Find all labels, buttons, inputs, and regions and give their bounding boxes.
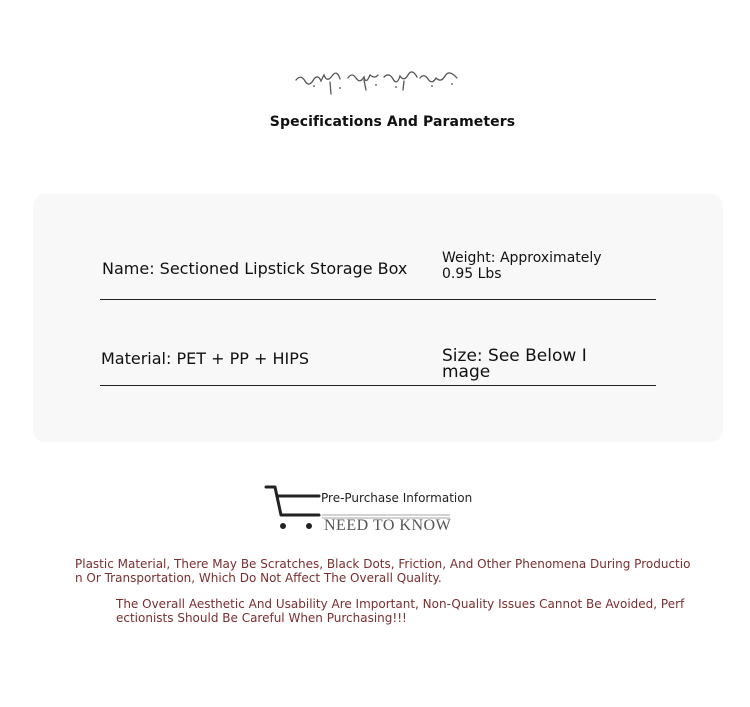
shopping-cart-icon: [263, 484, 323, 532]
notice-perfectionists: The Overall Aesthetic And Usability Are Important, Non-Quality Issues Cannot Be Avoided, Perfectionists Should Be Careful When Purchasing!!!: [116, 597, 685, 625]
notice-scratches: Plastic Material, There May Be Scratches, Black Dots, Friction, And Other Phenomena During Production Or Transportation, Which Do Not Affect The Overall Quality.: [75, 557, 691, 585]
spec-material: Material: PET + PP + HIPS: [101, 349, 310, 368]
prepurchase-label: Pre-Purchase Information: [321, 491, 473, 505]
spec-card: [33, 194, 723, 442]
svg-text:NEED TO KNOW: NEED TO KNOW: [324, 517, 452, 534]
spec-name: Name: Sectioned Lipstick Storage Box: [102, 259, 408, 278]
divider: [100, 299, 656, 300]
spec-size: Size: See Below Image: [442, 346, 587, 382]
need-to-know-banner: [322, 509, 452, 535]
section-title: Specifications And Parameters: [269, 114, 516, 130]
spec-weight: Weight: Approximately 0.95 Lbs: [442, 250, 606, 282]
divider: [100, 385, 656, 386]
decorative-script-header: [292, 66, 472, 98]
